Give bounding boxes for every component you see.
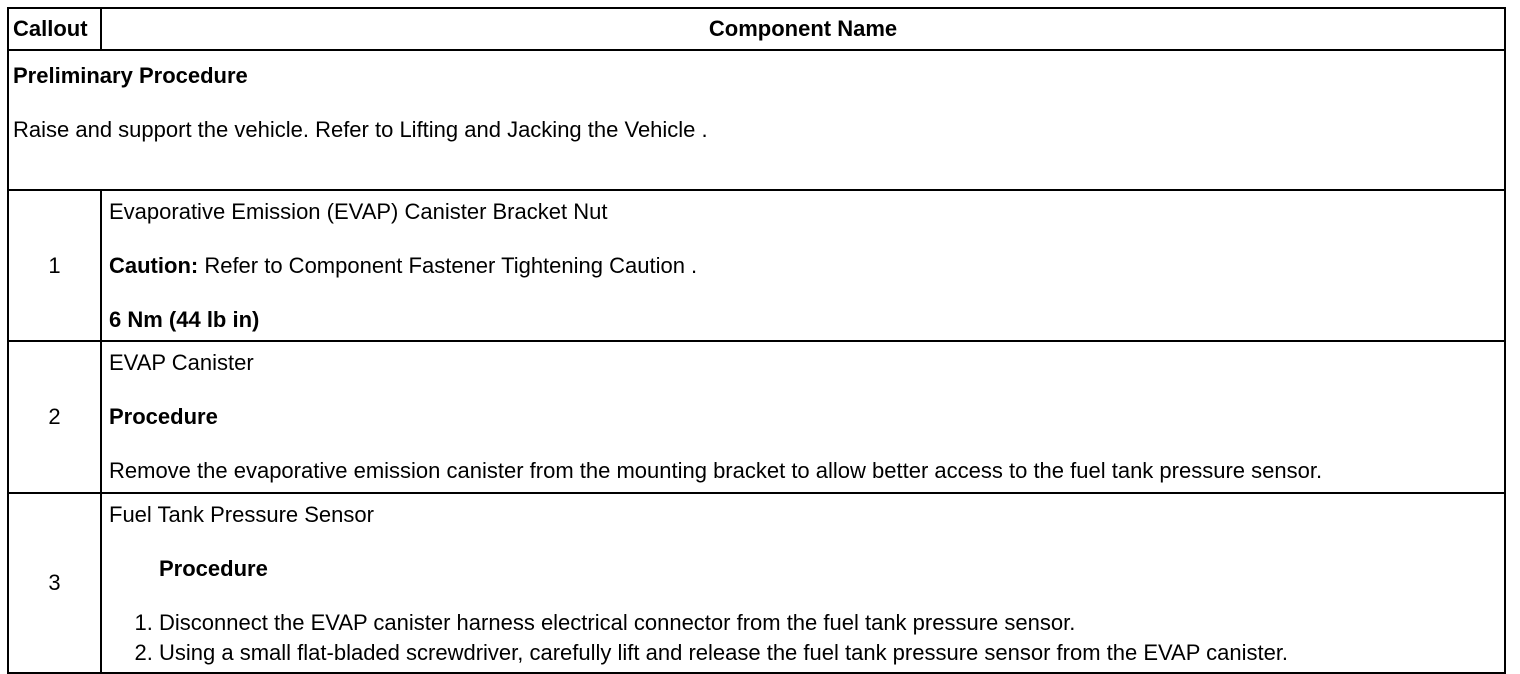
callout-number: 3: [8, 493, 101, 673]
callout-number: 2: [8, 341, 101, 493]
preliminary-row: [8, 50, 1505, 190]
component-name-header: Component Name: [101, 8, 1505, 50]
caution-label: Caution:: [109, 253, 199, 278]
torque-spec: 6 Nm (44 lb in): [109, 307, 260, 332]
table-row: [8, 190, 1505, 341]
caution-line: [109, 253, 1504, 279]
callout-header: Callout: [8, 8, 101, 50]
component-cell: [101, 493, 1505, 673]
preliminary-cell: [8, 50, 1505, 190]
procedure-step: 2. Using a small flat-bladed screwdriver, carefully lift and release the fuel tank pressure sensor from the EVAP canister.: [159, 640, 1504, 666]
table-row: [8, 341, 1505, 493]
header-row: [8, 8, 1505, 50]
component-cell: [101, 341, 1505, 493]
table-row: [8, 493, 1505, 673]
procedure-text: Remove the evaporative emission canister from the mounting bracket to allow better access to the fuel tank pressure sensor.: [109, 458, 1323, 483]
preliminary-text: Raise and support the vehicle. Refer to Lifting and Jacking the Vehicle .: [13, 117, 708, 142]
component-name: EVAP Canister: [109, 350, 254, 375]
caution-text: Refer to Component Fastener Tightening Caution .: [198, 253, 698, 278]
procedure-title: Procedure: [109, 404, 218, 429]
callout-number: 1: [8, 190, 101, 341]
procedure-steps: [109, 610, 1504, 666]
procedure-table: [7, 7, 1506, 674]
component-cell: [101, 190, 1505, 341]
procedure-title: Procedure: [159, 556, 268, 581]
procedure-step: 1. Disconnect the EVAP canister harness electrical connector from the fuel tank pressure sensor.: [159, 610, 1504, 636]
component-name: Fuel Tank Pressure Sensor: [109, 502, 374, 527]
component-name: Evaporative Emission (EVAP) Canister Bracket Nut: [109, 199, 608, 224]
preliminary-title: Preliminary Procedure: [13, 63, 248, 88]
